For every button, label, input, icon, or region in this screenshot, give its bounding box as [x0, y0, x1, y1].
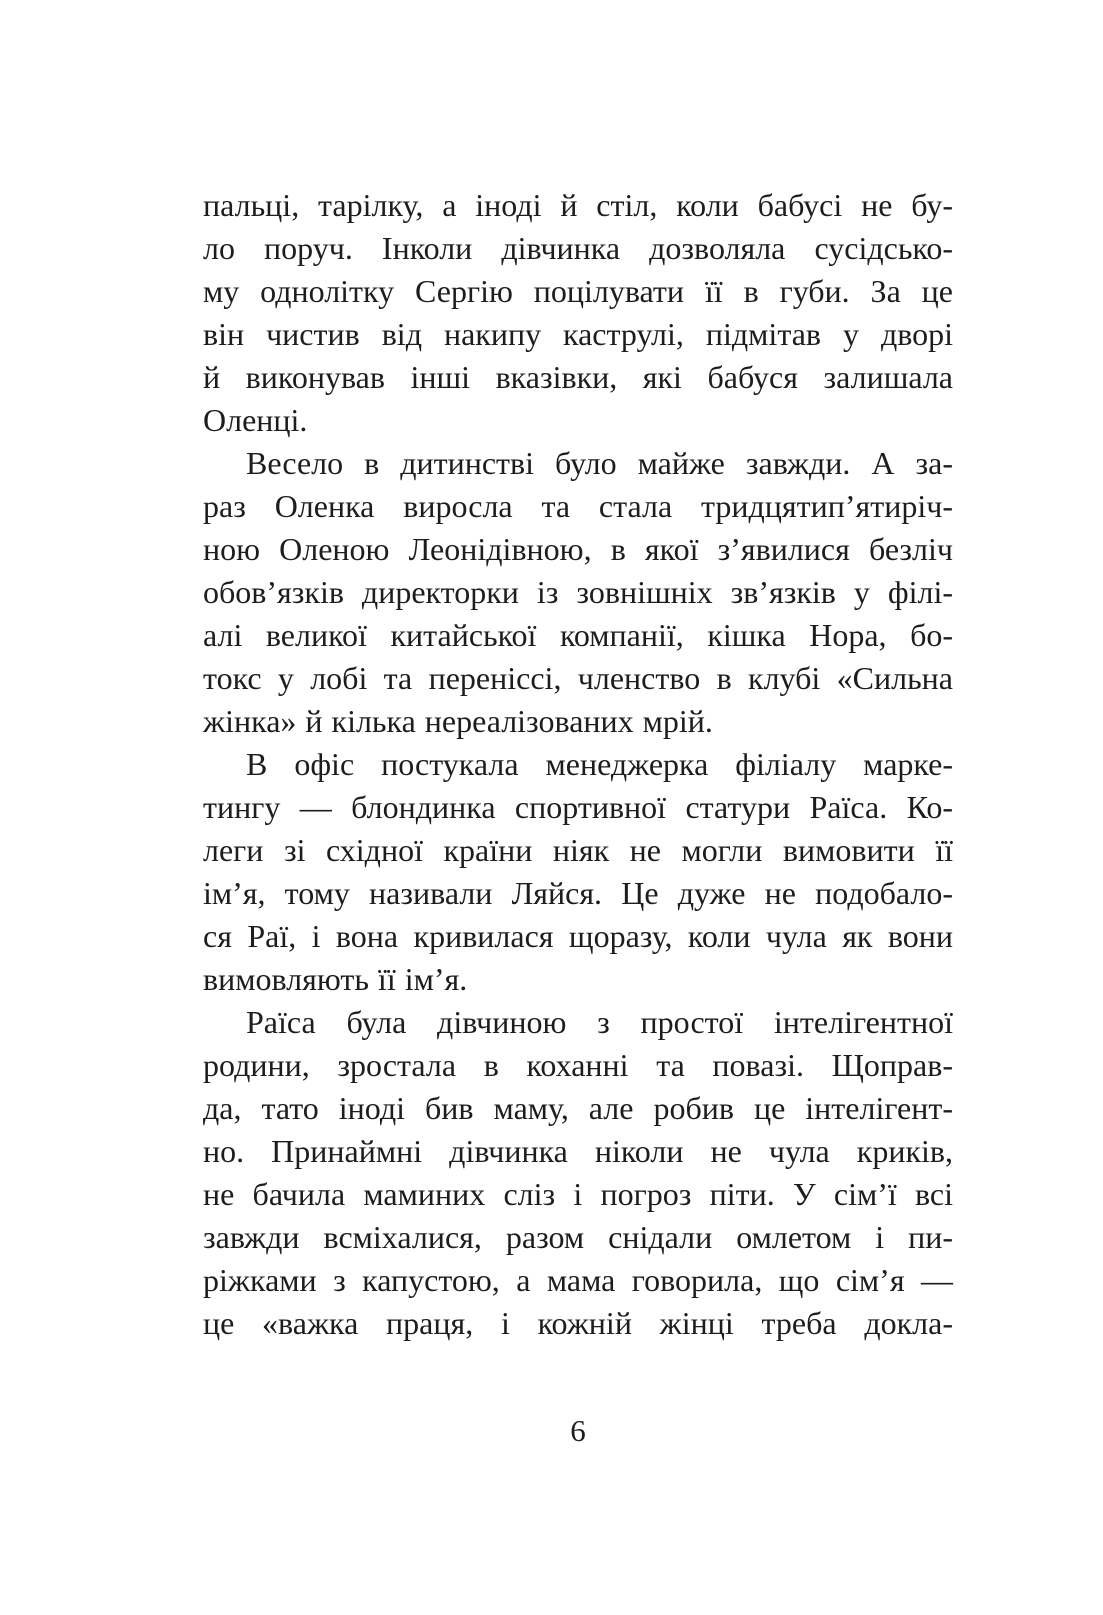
text-line: да, тато іноді бив маму, але робив це інтелігент- [203, 1090, 953, 1126]
text-line: Весело в дитинстві було майже завжди. А за- [246, 445, 953, 481]
text-line: леги зі східної країни ніяк не могли вимовити її [203, 832, 953, 868]
text-line: й виконував інші вказівки, які бабуся залишала [203, 359, 953, 395]
text-line: він чистив від накипу каструлі, підмітав у дворі [203, 316, 953, 352]
text-line: жінка» й кілька нереалізованих мрій. [203, 703, 713, 739]
text-line: ріжками з капустою, а мама говорила, що сім’я — [203, 1262, 953, 1298]
text-line: ся Раї, і вона кривилася щоразу, коли чула як вони [203, 918, 953, 954]
text-line: ло поруч. Інколи дівчинка дозволяла сусідсько- [203, 230, 953, 266]
text-line: ім’я, тому називали Ляйся. Це дуже не подобало- [203, 875, 953, 911]
text-line: завжди всміхалися, разом снідали омлетом і пи- [203, 1219, 953, 1255]
text-line: алі великої китайської компанії, кішка Нора, бо- [203, 617, 953, 653]
text-line: раз Оленка виросла та стала тридцятип’ятиріч- [203, 488, 953, 524]
text-line: Оленці. [203, 402, 308, 438]
text-line: В офіс постукала менеджерка філіалу марке- [246, 746, 953, 782]
text-line: це «важка праця, і кожній жінці треба докла- [203, 1305, 953, 1341]
page-number: 6 [570, 1413, 586, 1448]
text-line: вимовляють її ім’я. [203, 961, 468, 997]
text-line: пальці, тарілку, а іноді й стіл, коли бабусі не бу- [203, 187, 953, 223]
text-line: тингу — блондинка спортивної статури Раїса. Ко- [203, 789, 953, 825]
paragraph [203, 442, 953, 743]
paragraph [203, 184, 953, 442]
text-line: токс у лобі та переніссі, членство в клубі «Сильна [203, 660, 953, 696]
text-line: родини, зростала в коханні та повазі. Щоправ- [203, 1047, 953, 1083]
text-line: ною Оленою Леонідівною, в якої з’явилися безліч [203, 531, 953, 567]
text-line: не бачила маминих сліз і погроз піти. У сім’ї всі [203, 1176, 953, 1212]
text-line: Раїса була дівчиною з простої інтелігентної [246, 1004, 953, 1040]
text-line: му однолітку Сергію поцілувати її в губи. За це [203, 273, 953, 309]
text-line: обов’язків директорки із зовнішніх зв’язків у філі- [203, 574, 953, 610]
paragraph [203, 743, 953, 1001]
text-block [203, 184, 953, 1345]
paragraph [203, 1001, 953, 1345]
text-line: но. Принаймні дівчинка ніколи не чула криків, [203, 1133, 953, 1169]
